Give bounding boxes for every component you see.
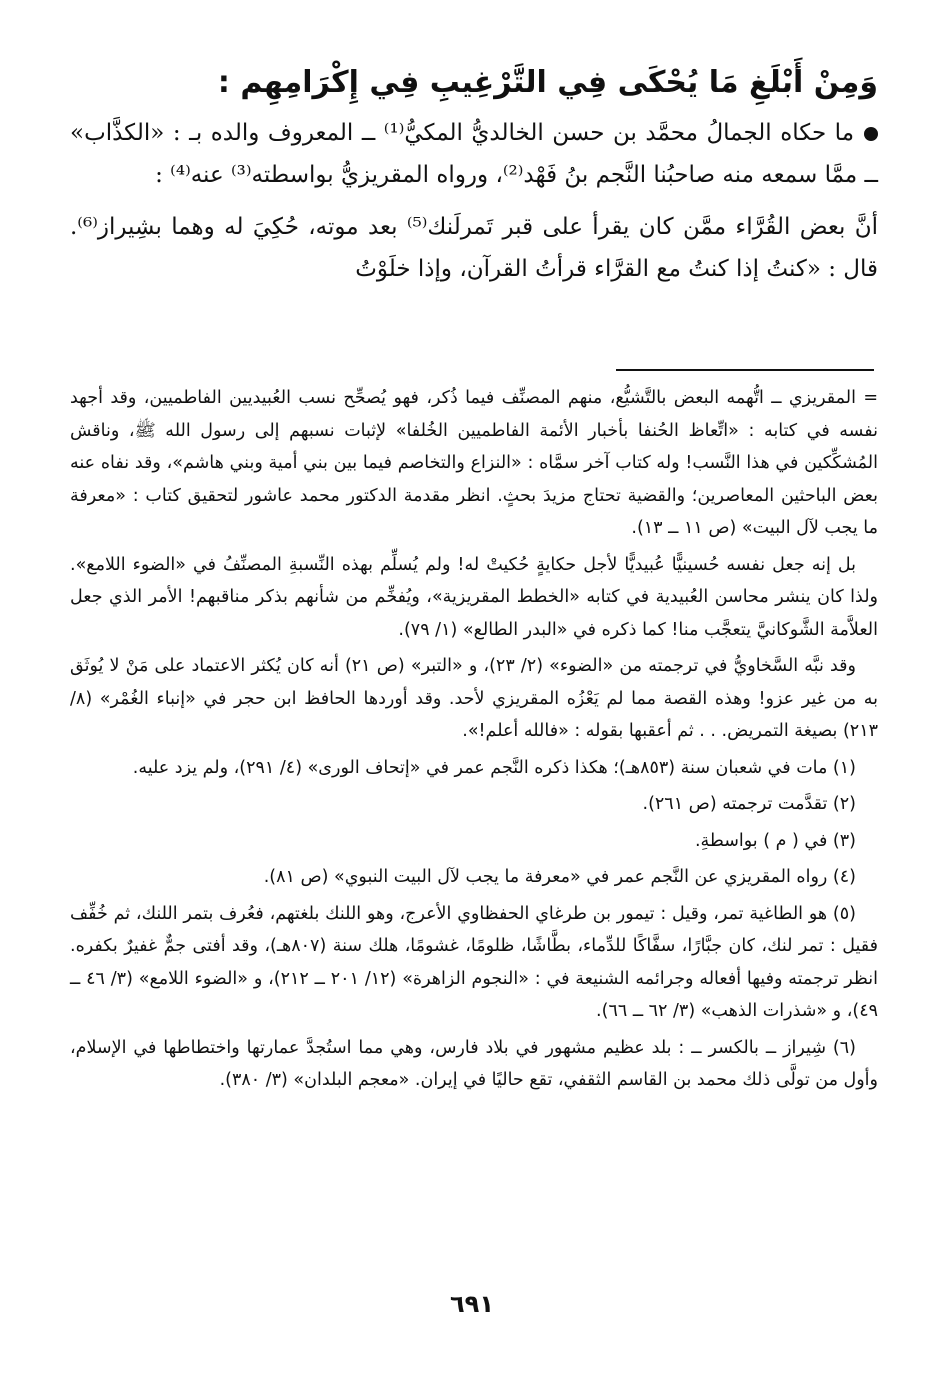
footnote-5: (٥) هو الطاغية تمر، وقيل : تيمور بن طرغاي الحفظاوي الأعرج، وهو اللنك بلغتهم، فعُرف بتمر اللنك، ثم خُفِّف فقيل : تمر لنك، كان جبَّارًا، سفَّاكًا للدِّماء، بطَّاشًا، ظلومًا، غشومًا، هلك سنة (٨٠٧هـ)، وقد أفتى جمٌّ غفيرٌ بكفره. انظر ترجمته وفيها أفعاله وجرائمه الشنيعة في : «النجوم الزاهرة» (١٢/ ٢٠١ ــ ٢١٢)، و «الضوء اللامع» (٣/ ٤٦ ــ ٤٩)، و «شذرات الذهب» (٣/ ٦٢ ــ ٦٦).: [70, 903, 879, 1021]
footnote-continuation: = المقريزي ــ اتُّهمه البعض بالتَّشيُّع، منهم المصنِّف فيما ذُكر، فهو يُصحِّح نسب العُبيديين الفاطميين، وقد أجهد نفسه في كتابه : «اتِّعاظ الحُنفا بأخبار الأئمة الفاطميين الخُلفا» لإثبات نسبهم إلى رسول الله ﷺ، وناقش المُشكِّكين في هذا النَّسب! وله كتاب آخر سمَّاه : «النزاع والتخاصم فيما بين بني أمية وبني هاشم»، وقد نفاه عنه بعض الباحثين المعاصرين؛ والقضية تحتاج مزيدَ بحثٍ. انظر مقدمة الدكتور محمد عاشور لتحقيق كتاب : «معرفة ما يجب لآل البيت» (ص ١١ ــ ١٣).: [70, 388, 878, 538]
footnote-separator: [616, 369, 874, 371]
footnote-1: (١) مات في شعبان سنة (٨٥٣هـ)؛ هكذا ذكره النَّجم عمر في «إتحاف الورى» (٤/ ٢٩١)، ولم يزد عليه.: [132, 757, 856, 778]
paragraph-2: أنَّ بعض القُرَّاء ممَّن كان يقرأ على قبر تَمرلَنك⁽⁵⁾ بعد موته، حُكِيَ له وهما بشِيراز⁽⁶⁾. قال : «كنتُ إذا كنتُ مع القرَّاء قرأتُ القرآن، وإذا خلَوْتُ: [70, 214, 879, 282]
footnote-4: (٤) رواه المقريزي عن النَّجم عمر في «معرفة ما يجب لآل البيت النبوي» (ص ٨١).: [263, 867, 856, 887]
footnote-paragraph-c: وقد نبَّه السَّخاويُّ في ترجمته من «الضوء» (٢/ ٢٣)، و «التبر» (ص ٢١) أنه كان يُكثر الاعتماد على مَنْ لا يُوثَق به من غير عزو! وهذه القصة مما لم يَعْزُه المقريزي لأحد. وقد أوردها الحافظ ابن حجر في «إنباء الغُمْر» (٨/ ٢١٣) بصيغة التمريض. . . ثم أعقبها بقوله : «فالله أعلم!».: [70, 656, 878, 741]
paragraph-1-text: ما حكاه الجمالُ محمَّد بن حسن الخالديُّ المكيُّ⁽¹⁾ ــ المعروف والده بـ : «الكذَّاب» ــ ممَّا سمعه منه صاحبُنا النَّجم بنُ فَهْد⁽²⁾، ورواه المقريزيُّ بواسطته⁽³⁾ عنه⁽⁴⁾ :: [70, 120, 878, 188]
bullet-icon: [864, 127, 878, 141]
footnote-6: (٦) شِيراز ــ بالكسر ــ : بلد عظيم مشهور في بلاد فارس، وهي مما استُجدَّ عمارتها واختطاطها في الإسلام، وأول من تولَّى ذلك محمد بن القاسم الثقفي، تقع حاليًا في إيران. «معجم البلدان» (٣/ ٣٨٠).: [70, 1037, 878, 1090]
main-text: [70, 60, 878, 290]
footnote-paragraph-b: بل إنه جعل نفسه حُسينيًّا عُبيديًّا لأجل حكايةٍ حُكيتْ له! ولم يُسلِّم بهذه النِّسبةِ المصنِّفُ في «الضوء اللامع». ولذا كان ينشر محاسن العُبيدية في كتابه «الخطط المقريزية»، ويُفخِّم من شأنهم بذكر مناقبهم! الأمر الذي جعل العلاَّمة الشَّوكانيَّ يتعجَّب منا! كما ذكره في «البدر الطالع» (١/ ٧٩).: [70, 554, 878, 640]
footnote-2: (٢) تقدَّمت ترجمته (ص ٢٦١).: [642, 794, 856, 814]
footnotes: [70, 382, 878, 1101]
footnote-3: (٣) في ( م ) بواسطةِ.: [694, 830, 856, 851]
section-heading: وَمِنْ أَبْلَغِ مَا يُحْكَى فِي التَّرْغِيبِ فِي إِكْرَامِهِم :: [217, 65, 878, 100]
page-number: ٦٩١: [450, 1290, 494, 1318]
paragraph-1: [70, 112, 878, 196]
